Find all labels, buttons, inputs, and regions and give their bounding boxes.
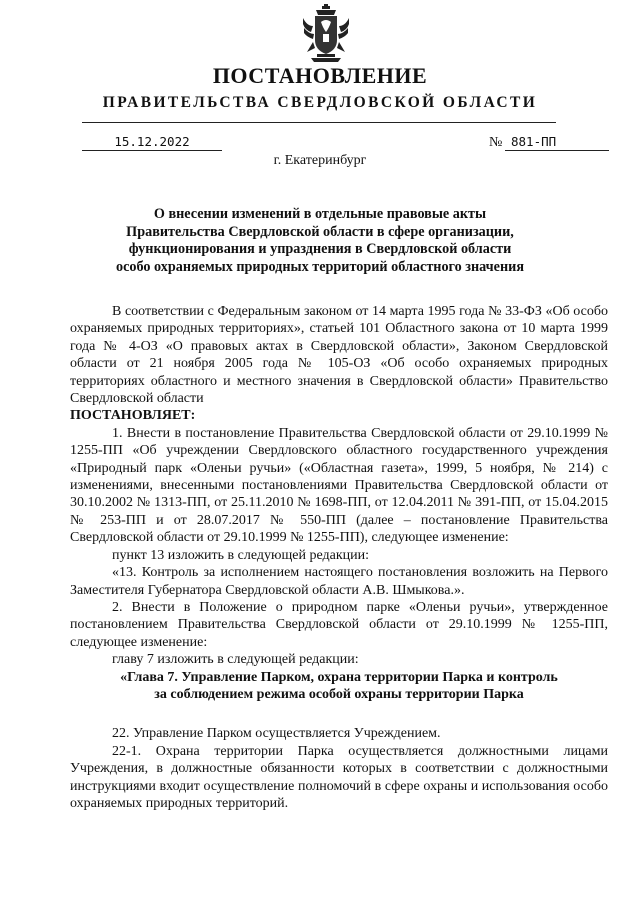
paragraph-3: «13. Контроль за исполнением настоящего постановления возложить на Первого Заместителя Губернатора Свердловской области А.В. Шмыкова.». [70,565,608,598]
paragraph-6: 22. Управление Парком осуществляется Учреждением. [112,726,441,742]
chapter-title-line-2: за соблюдением режима особой охраны территории Парка [154,686,524,702]
chapter-title-line-1: «Глава 7. Управление Парком, охрана территории Парка и контроль [120,669,558,685]
document-subtitle: ПРАВИТЕЛЬСТВА СВЕРДЛОВСКОЙ ОБЛАСТИ [102,94,538,111]
document-date: 15.12.2022 [82,134,222,151]
header-divider [82,122,556,123]
paragraph-1: 1. Внести в постановление Правительства Свердловской области от 29.10.1999 № 1255-ПП «Об учреждении Свердловского областного государственного учреждения «Природный парк «Оленьи ручьи» («Областная газета», 1999, 5 ноября, № 214) с изменениями, внесенными постановлениями Правительства Свердловской области от 30.10.2002 № 1313-ПП, от 25.11.2010 № 1698-ПП, от 12.04.2011 № 391-ПП, от 15.04.2015 № 253-ПП и от 28.07.2017 № 550-ПП (далее – постановление Правительства Свердловской области от 29.10.1999 № 1255-ПП), следующее изменение: [70,425,608,546]
document-title: ПОСТАНОВЛЕНИЕ [212,63,428,88]
heading-line: Правительства Свердловской области в сфере организации, [126,223,514,240]
heading-line: особо охраняемых природных территорий областного значения [115,258,525,275]
heading-line: функционирования и упразднения в Свердловской области [128,241,512,257]
paragraph-7: 22-1. Охрана территории Парка осуществляется должностными лицами Учреждения, в должностные обязанности которых в соответствии с должностными инструкциями входит осуществление полномочий в сфере охраны и использования особо охраняемых природных территорий. [70,743,608,811]
heading-line: О внесении изменений в отдельные правовые акты [153,206,487,222]
decree-word: ПОСТАНОВЛЯЕТ: [70,408,196,424]
document-body [70,303,608,812]
spacer [70,703,608,725]
coat-of-arms-emblem [301,4,351,62]
document-heading [70,206,570,276]
document-city: г. Екатеринбург [273,153,367,168]
document-number: 881-ПП [505,134,609,151]
number-label: № [489,135,503,150]
paragraph-5: главу 7 изложить в следующей редакции: [112,652,359,668]
paragraph-4: 2. Внести в Положение о природном парке «Оленьи ручьи», утвержденное постановлением Правительства Свердловской области от 29.10.1999 № 1255-ПП, следующее изменение: [70,599,608,650]
paragraph-2: пункт 13 изложить в следующей редакции: [112,547,369,563]
preamble-paragraph: В соответствии с Федеральным законом от 14 марта 1995 года № 33-ФЗ «Об особо охраняемых природных территориях», статьей 101 Областного закона от 10 марта 1999 года № 4-ОЗ «О правовых актах в Свердловской области», Законом Свердловской области от 21 ноября 2005 года № 105-ОЗ «Об особо охраняемых природных территориях областного и местного значения в Свердловской области» Правительство Свердловской области [70,304,608,407]
